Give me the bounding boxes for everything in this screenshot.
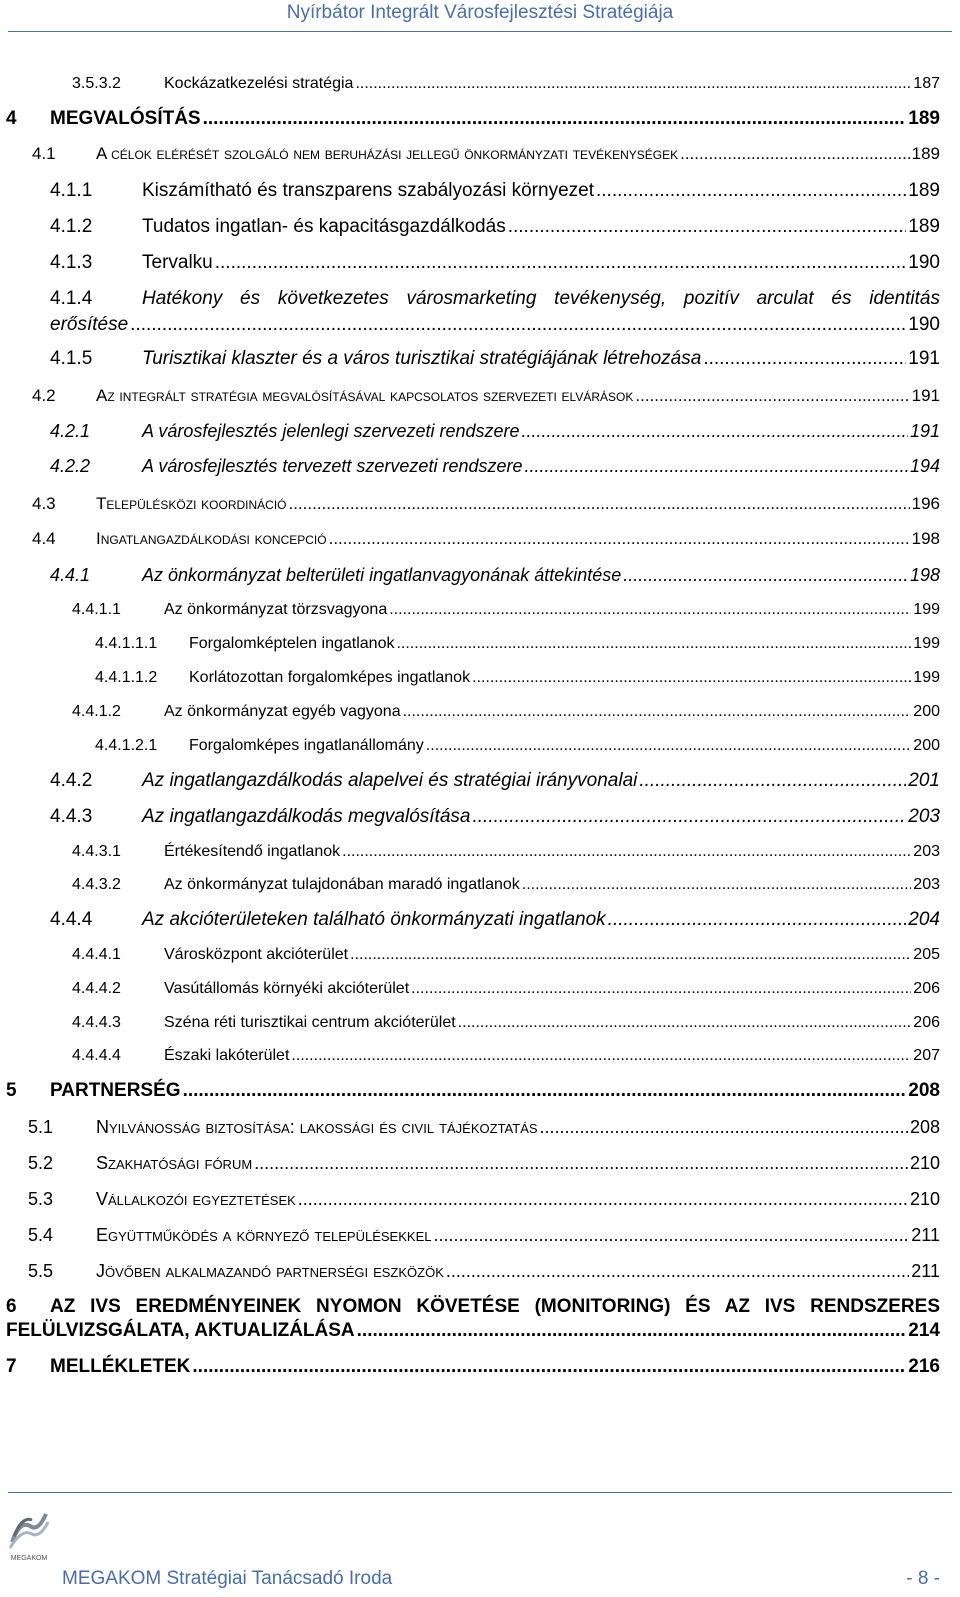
toc-entry-title: Településközi koordináció — [96, 494, 287, 513]
leader-dots — [342, 843, 911, 861]
toc-entry-page: 191 — [909, 421, 940, 441]
toc-entry-page: 216 — [908, 1356, 940, 1377]
toc-entry-page: 199 — [913, 669, 940, 686]
footer-company-name: MEGAKOM Stratégiai Tanácsadó Iroda — [62, 1568, 393, 1589]
leader-dots — [215, 252, 907, 274]
toc-entry-page: 190 — [908, 314, 940, 335]
toc-entry-page: 206 — [913, 1014, 940, 1031]
megakom-logo-icon — [6, 1506, 52, 1564]
leader-dots — [472, 669, 911, 687]
toc-entry-title: Az akcióterületeken található önkormányzati ingatlanok — [142, 909, 606, 930]
toc-entry-title: A célok elérését szolgáló nem beruházási jellegű önkormányzati tevékenységek — [96, 144, 679, 163]
toc-entry-page: 189 — [911, 144, 940, 163]
toc-entry-page: 199 — [913, 601, 940, 618]
toc-entry-title: Forgalomképes ingatlanállomány — [189, 737, 424, 754]
toc-entry-page: 200 — [913, 703, 940, 720]
leader-dots — [608, 909, 907, 931]
leader-dots — [130, 314, 906, 336]
leader-dots — [355, 75, 911, 93]
toc-entry-title: MELLÉKLETEK — [50, 1356, 191, 1377]
toc-entry-page: 189 — [908, 180, 940, 201]
toc-entry-title: A városfejlesztés tervezett szervezeti rendszere — [142, 456, 523, 476]
leader-dots — [426, 737, 912, 755]
toc-entry-page: 199 — [913, 635, 940, 652]
leader-dots — [433, 1225, 909, 1246]
leader-dots — [540, 1117, 908, 1138]
toc-entry-title: Városközpont akcióterület — [164, 946, 349, 963]
toc-entry-page: 210 — [909, 1189, 940, 1209]
toc-entry-page: 208 — [908, 1080, 940, 1101]
toc-entry-page: 201 — [908, 770, 940, 791]
toc-entry-title: PARTNERSÉG — [50, 1080, 181, 1101]
leader-dots — [703, 348, 906, 370]
leader-dots — [596, 180, 906, 202]
toc-entry-title: Korlátozottan forgalomképes ingatlanok — [189, 669, 471, 686]
toc-entry-page: 190 — [908, 252, 940, 273]
toc-entry-title: Kockázatkezelési stratégia — [164, 75, 354, 92]
toc-entry-title: Nyilvánosság biztosítása: lakossági és civil tájékoztatás — [96, 1117, 538, 1137]
leader-dots — [254, 1153, 908, 1174]
leader-dots — [525, 456, 908, 477]
toc-entry-title: Szakhatósági fórum — [96, 1153, 253, 1173]
toc-entry-title: Az önkormányzat törzsvagyona — [164, 601, 388, 618]
toc-entry-title: Kiszámítható és transzparens szabályozási környezet — [142, 180, 594, 201]
toc-entry-title: Északi lakóterület — [164, 1047, 290, 1064]
toc-entry-page: 207 — [913, 1047, 940, 1064]
leader-dots — [403, 703, 912, 721]
leader-dots — [183, 1080, 907, 1102]
toc-entry-title: Vállalkozói egyeztetések — [96, 1189, 296, 1209]
toc-entry-title: Ingatlangazdálkodási koncepció — [96, 529, 327, 548]
toc-entry-title: Az önkormányzat egyéb vagyona — [164, 703, 401, 720]
toc-entry-page: 205 — [913, 946, 940, 963]
toc-entry-page: 196 — [911, 494, 940, 513]
toc-entry-page: 203 — [908, 806, 940, 827]
leader-dots — [291, 1047, 911, 1065]
toc-entry-page: 200 — [913, 737, 940, 754]
leader-dots — [203, 108, 907, 130]
toc-entry[interactable]: 4.1.4 Hatékony és következetes városmarketing tevékenység, pozitív arculat és identitás erősítése ..... 190 — [0, 288, 960, 340]
toc-entry-title: AZ IVS EREDMÉNYEINEK NYOMON KÖVETÉSE (MONITORING) ÉS AZ IVS RENDSZERES — [50, 1296, 940, 1317]
toc-entry-title: Az ingatlangazdálkodás megvalósítása — [142, 806, 471, 827]
leader-dots — [623, 565, 908, 586]
leader-dots — [472, 806, 906, 828]
toc-entry-title: A városfejlesztés jelenlegi szervezeti rendszere — [142, 421, 520, 441]
leader-dots — [298, 1189, 908, 1210]
toc-entry-page: 191 — [908, 348, 940, 369]
toc-entry-title: Tudatos ingatlan- és kapacitásgazdálkodás — [142, 216, 506, 237]
toc-entry-title: Értékesítendő ingatlanok — [164, 843, 341, 860]
toc-entry-title: Az ingatlangazdálkodás alapelvei és stratégiai irányvonalai — [142, 770, 638, 791]
toc-entry-title: Az integrált stratégia megvalósításával kapcsolatos szervezeti elvárások — [96, 386, 634, 405]
leader-dots — [329, 529, 910, 549]
leader-dots — [396, 635, 911, 653]
toc-entry-page: 208 — [909, 1117, 940, 1137]
svg-text:MEGAKOM: MEGAKOM — [10, 1555, 48, 1562]
toc-entry-title: Tervalku — [142, 252, 213, 273]
leader-dots — [389, 601, 911, 619]
toc-entry-title-continued: FELÜLVIZSGÁLATA, AKTUALIZÁLÁSA — [6, 1320, 355, 1341]
toc-entry-page: 214 — [908, 1320, 940, 1341]
leader-dots — [522, 876, 912, 894]
toc-entry[interactable]: 6 AZ IVS EREDMÉNYEINEK NYOMON KÖVETÉSE (MONITORING) ÉS AZ IVS RENDSZERES FELÜLVIZSGÁLATA, AKTUALIZÁLÁSA ..... 214 — [0, 1296, 960, 1348]
document-title: Nyírbátor Integrált Városfejlesztési Stratégiája — [286, 2, 674, 23]
toc-entry-page: 210 — [909, 1153, 940, 1173]
toc-entry-title: Jövőben alkalmazandó partnerségi eszközök — [96, 1261, 444, 1281]
toc-entry-title-continued: erősítése — [50, 314, 129, 335]
leader-dots — [288, 494, 909, 514]
leader-dots — [639, 770, 906, 792]
toc-entry-page: 211 — [911, 1261, 940, 1281]
footer-divider — [8, 1492, 952, 1493]
toc-entry-page: 198 — [909, 565, 940, 585]
leader-dots — [192, 1356, 906, 1378]
leader-dots — [522, 421, 908, 442]
leader-dots — [350, 946, 911, 964]
toc-entry-page: 198 — [911, 529, 940, 548]
toc-entry-title: Forgalomképtelen ingatlanok — [189, 635, 395, 652]
leader-dots — [411, 980, 911, 998]
toc-entry-title: Az önkormányzat belterületi ingatlanvagyonának áttekintése — [142, 565, 622, 585]
leader-dots — [508, 216, 907, 238]
toc-entry-title: Turisztikai klaszter és a város turisztikai stratégiájának létrehozása — [142, 348, 702, 369]
toc-entry-page: 194 — [909, 456, 940, 476]
header-divider — [8, 31, 952, 32]
footer-page-number: - 8 - — [906, 1568, 940, 1589]
toc-entry-page: 191 — [911, 386, 940, 405]
toc-entry-title: Az önkormányzat tulajdonában maradó ingatlanok — [164, 876, 520, 893]
toc-entry-title: Együttműködés a környező településekkel — [96, 1225, 432, 1245]
leader-dots — [635, 386, 909, 406]
toc-entry-page: 189 — [908, 216, 940, 237]
toc-entry-page: 187 — [913, 75, 940, 92]
toc-entry-title: MEGVALÓSÍTÁS — [50, 108, 201, 129]
leader-dots — [446, 1261, 909, 1282]
toc-entry-page: 203 — [913, 876, 940, 893]
page-header — [0, 0, 960, 30]
toc-entry-page: 203 — [913, 843, 940, 860]
toc-entry-title: Széna réti turisztikai centrum akcióterület — [164, 1014, 456, 1031]
toc-entry-page: 206 — [913, 980, 940, 997]
toc-entry-title: Vasútállomás környéki akcióterület — [164, 980, 410, 997]
toc-entry-title: Hatékony és következetes városmarketing tevékenység, pozitív arculat és identitás — [142, 288, 940, 309]
toc-entry-page: 189 — [908, 108, 940, 129]
leader-dots — [458, 1014, 912, 1032]
toc-entry-page: 211 — [911, 1225, 940, 1245]
megakom-logo — [6, 1506, 52, 1564]
leader-dots — [357, 1320, 907, 1342]
leader-dots — [680, 144, 910, 164]
toc-entry-page: 204 — [908, 909, 940, 930]
